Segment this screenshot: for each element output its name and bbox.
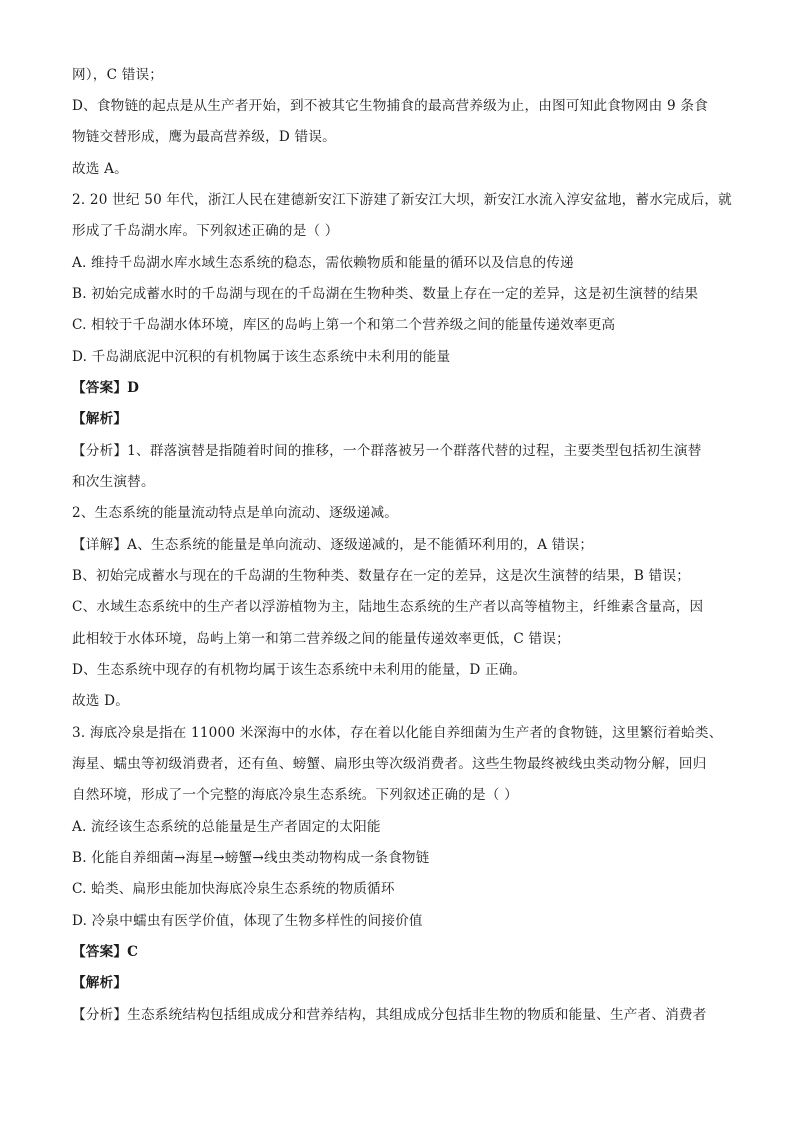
- option-c: C. 相较于千岛湖水体环境，库区的岛屿上第一个和第二个营养级之间的能量传递效率更高: [72, 317, 616, 333]
- question-3-stem: 3. 海底冷泉是指在 11000 米深海中的水体，存在着以化能自养细菌为生产者的食物链，这里繁衍着蛤类、: [72, 725, 723, 741]
- question-3-stem: 海星、蠕虫等初级消费者，还有鱼、螃蟹、扁形虫等次级消费者。这些生物最终被线虫类动物分解，回归: [72, 756, 707, 772]
- question-2-stem: 2. 20 世纪 50 年代，浙江人民在建德新安江下游建了新安江大坝，新安江水流入淳安盆地，蓄水完成后，就: [72, 192, 732, 208]
- answer-label: 【答案】C: [72, 944, 139, 960]
- text-line: D、食物链的起点是从生产者开始，到不被其它生物捕食的最高营养级为止，由图可知此食物网由 9 条食: [72, 98, 708, 114]
- option-c: C. 蛤类、扁形虫能加快海底冷泉生态系统的物质循环: [72, 881, 395, 897]
- analysis-text: 2、生态系统的能量流动特点是单向流动、逐级递减。: [72, 505, 399, 521]
- text-line: 物链交替形成，鹰为最高营养级，D 错误。: [72, 129, 336, 145]
- analysis-text: 和次生演替。: [72, 474, 155, 490]
- detail-text: 【详解】A、生态系统的能量是单向流动、逐级递减的，是不能循环利用的，A 错误；: [72, 537, 594, 553]
- detail-text: D、生态系统中现存的有机物均属于该生态系统中未利用的能量，D 正确。: [72, 662, 527, 678]
- text-line: 网），C 错误；: [72, 67, 164, 83]
- question-3-stem: 自然环境，形成了一个完整的海底冷泉生态系统。下列叙述正确的是（ ）: [72, 787, 518, 803]
- analysis-label: 【解析】: [72, 411, 128, 427]
- detail-text: B、初始完成蓄水与现在的千岛湖的生物种类、数量存在一定的差异，这是次生演替的结果，B 错误；: [72, 568, 691, 584]
- option-a: A. 流经该生态系统的总能量是生产者固定的太阳能: [72, 819, 381, 835]
- answer-label: 【答案】D: [72, 380, 140, 396]
- option-b: B. 化能自养细菌→海星→螃蟹→线虫类动物构成一条食物链: [72, 850, 430, 866]
- question-2-stem: 形成了千岛湖水库。下列叙述正确的是（ ）: [72, 223, 339, 239]
- option-a: A. 维持千岛湖水库水域生态系统的稳态，需依赖物质和能量的循环以及信息的传递: [72, 255, 574, 271]
- conclusion-text: 故选 D。: [72, 693, 130, 709]
- analysis-label: 【解析】: [72, 975, 128, 991]
- option-d: D. 冷泉中蠕虫有医学价值，体现了生物多样性的间接价值: [72, 913, 423, 929]
- text-line: 故选 A。: [72, 161, 128, 177]
- analysis-text: 【分析】生态系统结构包括组成成分和营养结构，其组成成分包括非生物的物质和能量、生产者、消费者: [72, 1007, 707, 1023]
- option-d: D. 千岛湖底泥中沉积的有机物属于该生态系统中未利用的能量: [72, 349, 451, 365]
- detail-text: 此相较于水体环境，岛屿上第一和第二营养级之间的能量传递效率更低，C 错误；: [72, 631, 570, 647]
- detail-text: C、水域生态系统中的生产者以浮游植物为主，陆地生态系统的生产者以高等植物主，纤维素含量高，因: [72, 599, 704, 615]
- option-b: B. 初始完成蓄水时的千岛湖与现在的千岛湖在生物种类、数量上存在一定的差异，这是初生演替的结果: [72, 286, 699, 302]
- analysis-text: 【分析】1、群落演替是指随着时间的推移，一个群落被另一个群落代替的过程，主要类型包括初生演替: [72, 443, 702, 459]
